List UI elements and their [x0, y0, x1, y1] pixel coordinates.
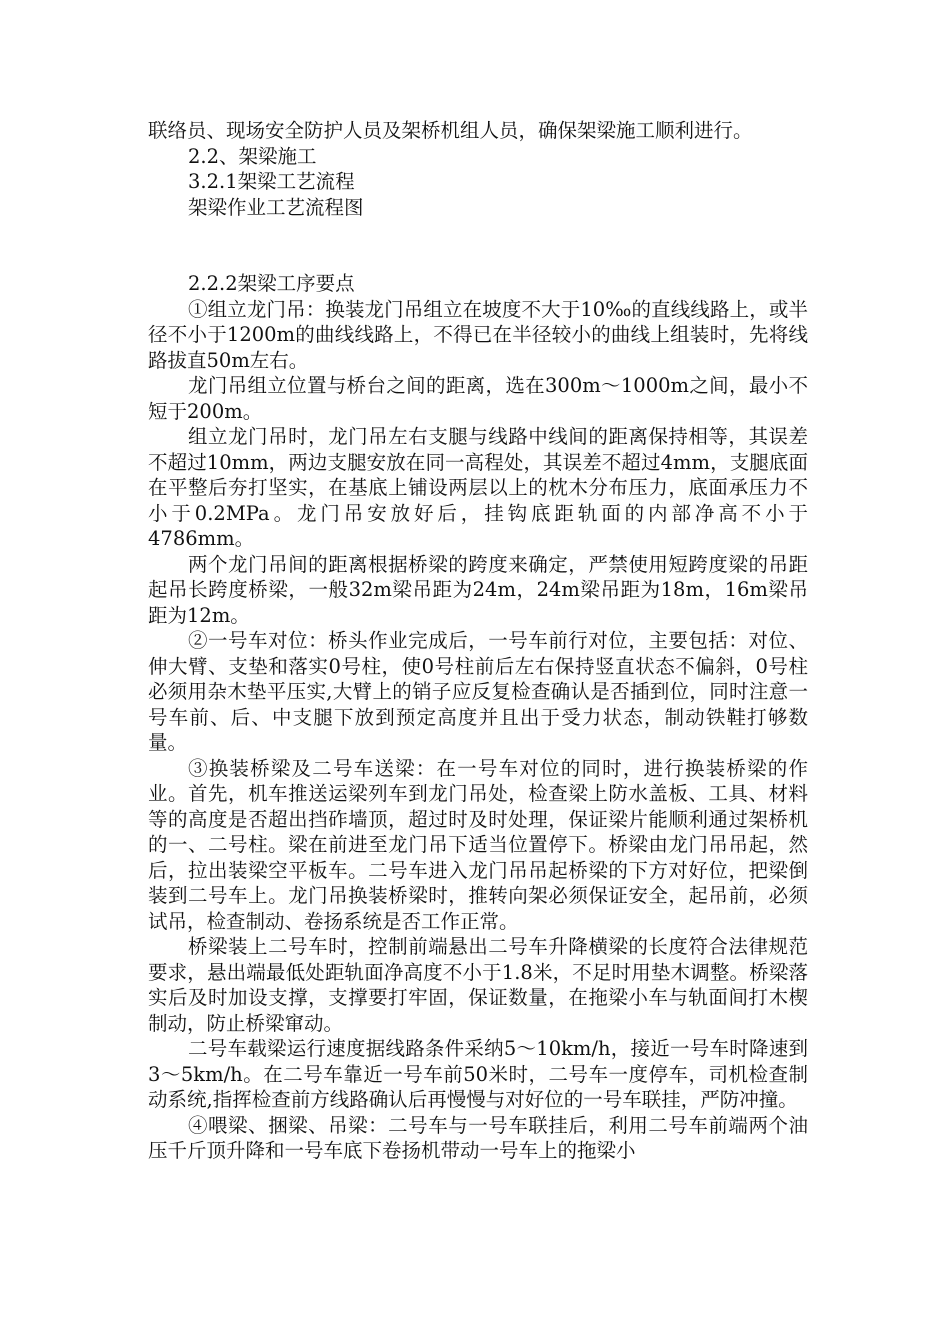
document-body — [148, 118, 808, 1164]
paragraph-feeding-lifting: ④喂梁、捆梁、吊梁：二号车与一号车联挂后，利用二号车前端两个油压千斤顶升降和一号车底下卷扬机带动一号车上的拖梁小 — [148, 1113, 808, 1162]
paragraph-gantry-assembly: ①组立龙门吊：换装龙门吊组立在坡度不大于10‰的直线线路上，或半径不小于1200m的曲线线路上，不得已在半径较小的曲线上组装时，先将线路拔直50m左右。 — [148, 297, 808, 372]
flowchart-caption: 架梁作业工艺流程图 — [188, 195, 364, 219]
paragraph-car-one-positioning: ②一号车对位：桥头作业完成后，一号车前行对位，主要包括：对位、伸大臂、支垫和落实0号柱，使0号柱前后左右保持竖直状态不偏斜，0号柱必须用杂木垫平压实,大臂上的销子应反复检查确认是否插到位，同时注意一号车前、后、中支腿下放到预定高度并且出于受力状态，制动铁鞋打够数量。 — [148, 629, 808, 754]
paragraph-continuation: 联络员、现场安全防护人员及架桥机组人员，确保架梁施工顺利进行。 — [148, 119, 753, 142]
paragraph-gantry-legs: 组立龙门吊时，龙门吊左右支腿与线路中线间的距离保持相等，其误差不超过10mm，两边支腿安放在同一高程处，其误差不超过4mm，支腿底面在平整后夯打坚实，在基底上铺设两层以上的枕木分布压力，底面承压力不小于0.2MPa。龙门吊安放好后，挂钩底距轨面的内部净高不小于4786mm。 — [148, 425, 808, 550]
paragraph-beam-transfer: ③换装桥梁及二号车送梁：在一号车对位的同时，进行换装桥梁的作业。首先，机车推送运梁列车到龙门吊处，检查梁上防水盖板、工具、材料等的高度是否超出挡砟墙顶，超过时及时处理，保证梁片能顺利通过架桥机的一、二号柱。梁在前进至龙门吊下适当位置停下。桥梁由龙门吊吊起，然后，拉出装梁空平板车。二号车进入龙门吊吊起桥梁的下方对好位，把梁倒装到二号车上。龙门吊换装桥梁时，推转向架必须保证安全，起吊前，必须试吊，检查制动、卷扬系统是否工作正常。 — [148, 756, 808, 933]
section-heading-2-2: 2.2、架梁施工 — [188, 144, 317, 168]
flowchart-placeholder — [148, 220, 808, 271]
subsection-heading-3-2-1: 3.2.1架梁工艺流程 — [188, 170, 355, 193]
paragraph-beam-loading: 桥梁装上二号车时，控制前端悬出二号车升降横梁的长度符合法律规范要求，悬出端最低处距轨面净高度不小于1.8米，不足时用垫木调整。桥梁落实后及时加设支撑，支撑要打牢固，保证数量，在拖梁小车与轨面间打木楔制动，防止桥梁窜动。 — [148, 935, 808, 1035]
paragraph-car-two-speed: 二号车载梁运行速度据线路条件采纳5～10km/h，接近一号车时降速到3～5km/h。在二号车靠近一号车前50米时，二号车一度停车，司机检查制动系统,指挥检查前方线路确认后再慢慢与对好位的一号车联挂，严防冲撞。 — [148, 1037, 808, 1111]
subsection-heading-2-2-2: 2.2.2架梁工序要点 — [188, 272, 355, 295]
paragraph-gantry-position: 龙门吊组立位置与桥台之间的距离，选在300m～1000m之间，最小不短于200m。 — [148, 374, 808, 423]
paragraph-gantry-distance: 两个龙门吊间的距离根据桥梁的跨度来确定，严禁使用短跨度梁的吊距起吊长跨度桥梁，一般32m梁吊距为24m，24m梁吊距为18m，16m梁吊距为12m。 — [148, 552, 808, 627]
